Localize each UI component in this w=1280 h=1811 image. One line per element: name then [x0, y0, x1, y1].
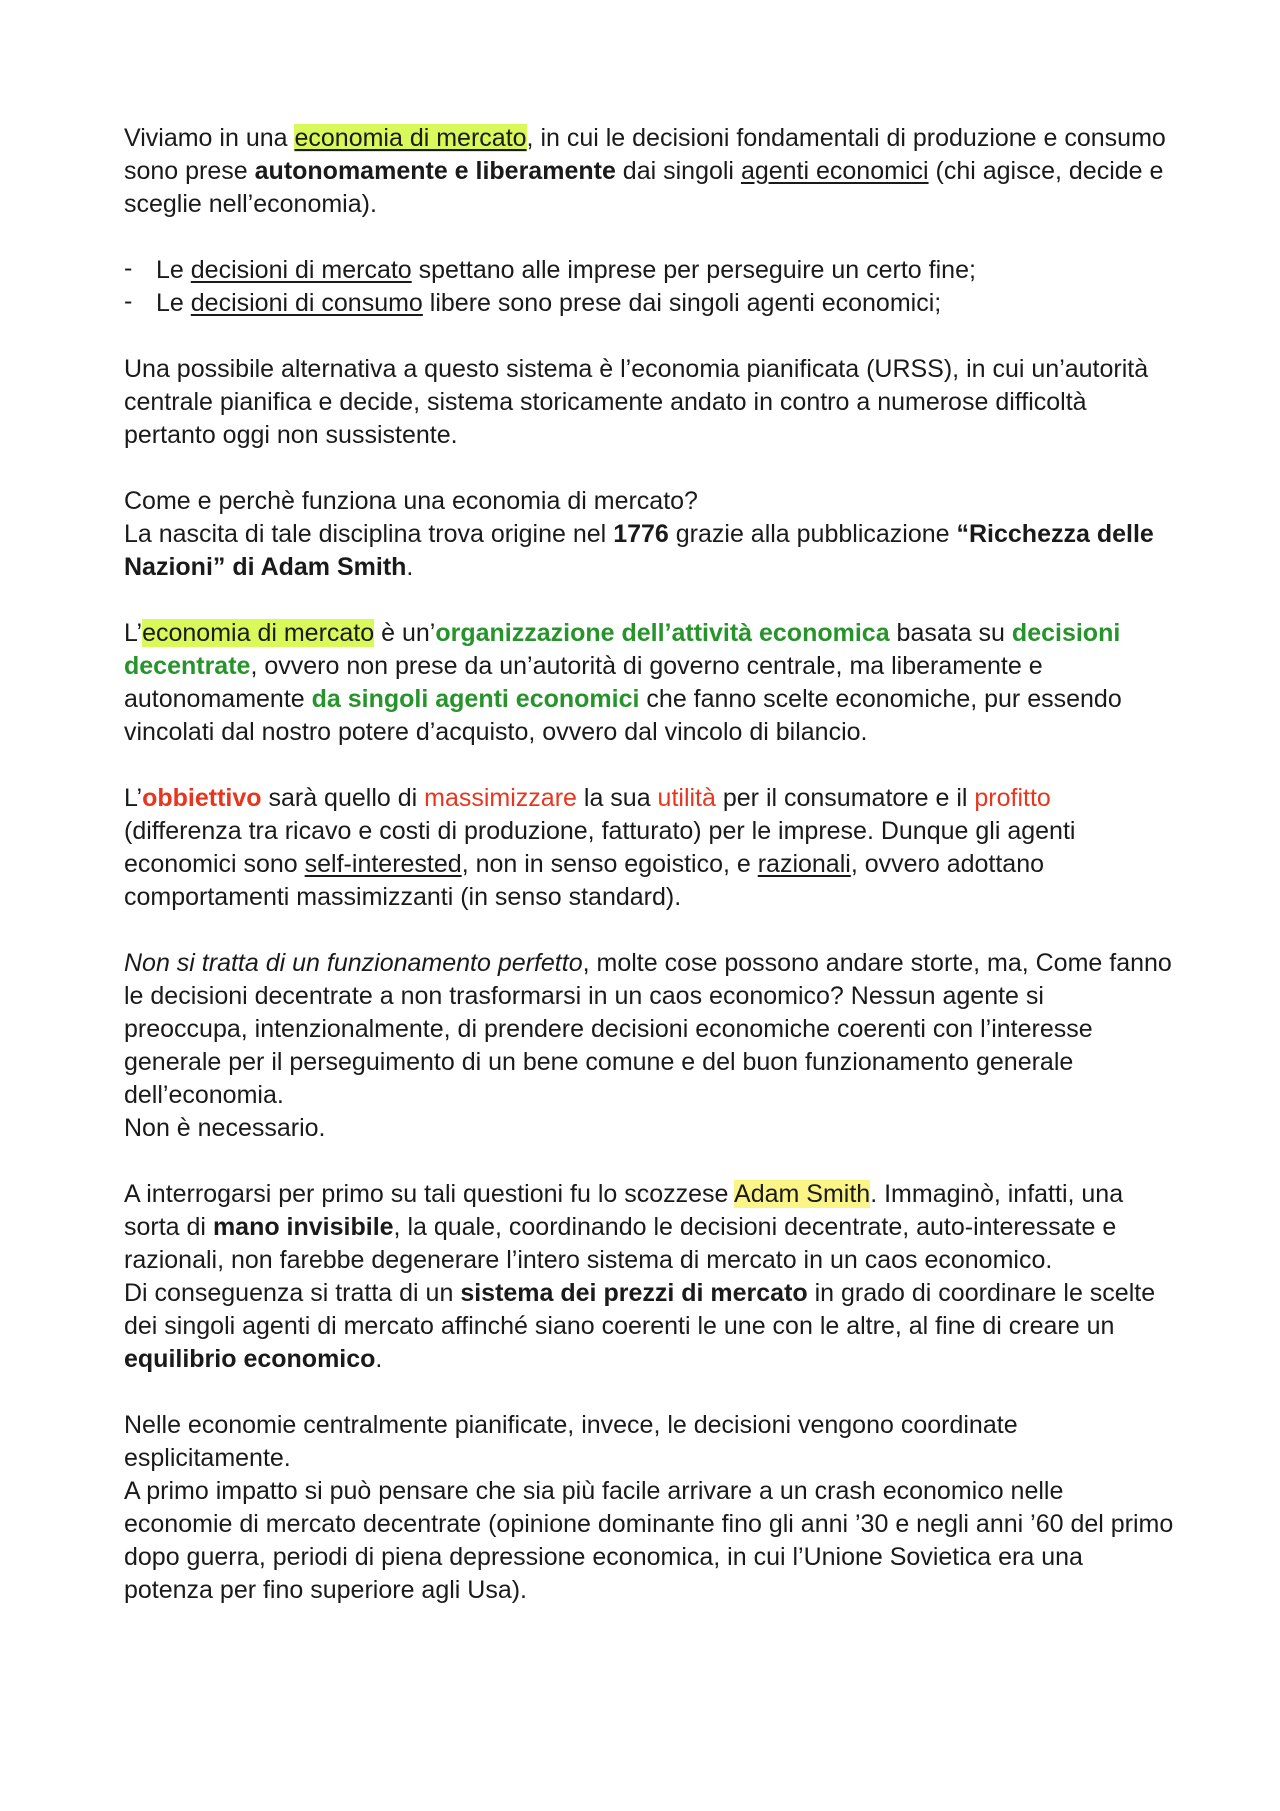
text: Le	[156, 289, 191, 317]
green-decisioni-decentrate: decisioni decentrate	[124, 619, 1121, 680]
text: , non in senso egoistico, e	[461, 850, 758, 878]
text: grazie alla pubblicazione	[668, 520, 957, 548]
text: libere sono prese dai singoli agenti economici;	[422, 289, 942, 317]
paragraph-origin	[124, 518, 1174, 584]
text: in grado di coordinare le scelte dei singoli agenti di mercato affinché siano coerenti le une con le altre, al fine di creare un	[124, 1279, 1156, 1340]
paragraph-sistema-prezzi	[124, 1277, 1174, 1376]
bold-autonomamente: autonomamente e liberamente	[254, 157, 616, 185]
bold-sistema-prezzi: sistema dei prezzi di mercato	[460, 1279, 808, 1307]
paragraph-adam-smith	[124, 1178, 1174, 1277]
text: sarà quello di	[261, 784, 425, 812]
text: Le	[156, 256, 191, 284]
text: , la quale, coordinando le decisioni decentrate, auto-interessate e razionali, non farebbe degenerare l’intero sistema di mercato in un caos economico.	[124, 1213, 1117, 1274]
bold-year: 1776	[613, 520, 669, 548]
text: Di conseguenza si tratta di un	[124, 1279, 461, 1307]
paragraph-crash: A primo impatto si può pensare che sia più facile arrivare a un crash economico nelle economie di mercato decentrate (opinione dominante fino gli anni ’30 e negli anni ’60 del primo dopo guerra, periodi di piena depressione economica, in cui l’Unione Sovietica era una potenza per fino superiore agli Usa).	[124, 1477, 1174, 1604]
green-organizzazione: organizzazione dell’attività economica	[435, 619, 890, 647]
bold-mano-invisibile: mano invisibile	[212, 1213, 394, 1241]
list-item	[124, 254, 1174, 287]
text: L’	[124, 619, 143, 647]
paragraph-question: Come e perchè funziona una economia di mercato?	[124, 487, 698, 515]
text: .	[406, 553, 414, 581]
text: , molte cose possono andare storte, ma, Come fanno le decisioni decentrate a non trasformarsi in un caos economico? Nessun agente si preoccupa, intenzionalmente, di prendere decisioni economiche coerenti con l’interesse generale per il perseguimento di un bene comune e del buon funzionamento generale dell’economia.	[124, 949, 1172, 1109]
text: per il consumatore e il	[715, 784, 975, 812]
paragraph-economia-pianificata: Una possibile alternativa a questo sistema è l’economia pianificata (URSS), in cui un’autorità centrale pianifica e decide, sistema storicamente andato in contro a numerose difficoltà pertanto oggi non sussistente.	[124, 355, 1149, 449]
green-singoli-agenti: da singoli agenti economici	[311, 685, 640, 713]
text: , in cui le decisioni fondamentali di produzione e consumo sono prese	[124, 124, 1166, 185]
italic-non-si-tratta: Non si tratta di un funzionamento perfetto	[124, 949, 583, 977]
underline-self-interested: self-interested	[304, 850, 462, 878]
bold-book-title: “Ricchezza delle Nazioni” di Adam Smith	[124, 520, 1154, 581]
paragraph-intro	[124, 122, 1174, 221]
text: dai singoli	[615, 157, 741, 185]
text: , ovvero non prese da un’autorità di governo centrale, ma liberamente e autonomamente	[124, 652, 1043, 713]
red-utilita: utilità	[657, 784, 716, 812]
text: , ovvero adottano comportamenti massimizzanti (in senso standard).	[124, 850, 1045, 911]
paragraph-non-necessario: Non è necessario.	[124, 1114, 326, 1142]
list-item	[124, 287, 1174, 320]
text: è un’	[374, 619, 436, 647]
highlight-economia-di-mercato: economia di mercato	[294, 124, 527, 152]
text: .	[375, 1345, 383, 1373]
red-profitto: profitto	[974, 784, 1051, 812]
paragraph-funzionamento	[124, 947, 1174, 1112]
text: A interrogarsi per primo su tali questioni fu lo scozzese	[124, 1180, 735, 1208]
underline-agenti-economici: agenti economici	[740, 157, 929, 185]
red-massimizzare: massimizzare	[424, 784, 577, 812]
red-obbiettivo: obbiettivo	[142, 784, 262, 812]
text: che fanno scelte economiche, pur essendo vincolati dal nostro potere d’acquisto, ovvero dal vincolo di bilancio.	[124, 685, 1122, 746]
highlight-adam-smith: Adam Smith	[734, 1180, 871, 1208]
text: spettano alle imprese per perseguire un certo fine;	[411, 256, 976, 284]
text: Viviamo in una	[124, 124, 295, 152]
text: (differenza tra ricavo e costi di produzione, fatturato) per le imprese. Dunque gli agenti economici sono	[124, 817, 1076, 878]
document-body	[124, 122, 1174, 1640]
underline-razionali: razionali	[757, 850, 851, 878]
text: basata su	[889, 619, 1012, 647]
dash-list	[124, 254, 1174, 320]
paragraph-obbiettivo	[124, 782, 1174, 914]
text: . Immaginò, infatti, una sorta di	[124, 1180, 1124, 1241]
bold-equilibrio: equilibrio economico	[124, 1345, 376, 1373]
text: La nascita di tale disciplina trova origine nel	[124, 520, 614, 548]
paragraph-definition	[124, 617, 1174, 749]
text: L’	[124, 784, 143, 812]
highlight-economia-di-mercato-2: economia di mercato	[142, 619, 375, 647]
text: la sua	[576, 784, 658, 812]
underline-decisioni-di-consumo: decisioni di consumo	[190, 289, 423, 317]
paragraph-pianificate: Nelle economie centralmente pianificate, invece, le decisioni vengono coordinate esplicitamente.	[124, 1411, 1018, 1472]
underline-decisioni-di-mercato: decisioni di mercato	[190, 256, 412, 284]
text: (chi agisce, decide e sceglie nell’economia).	[124, 157, 1164, 218]
